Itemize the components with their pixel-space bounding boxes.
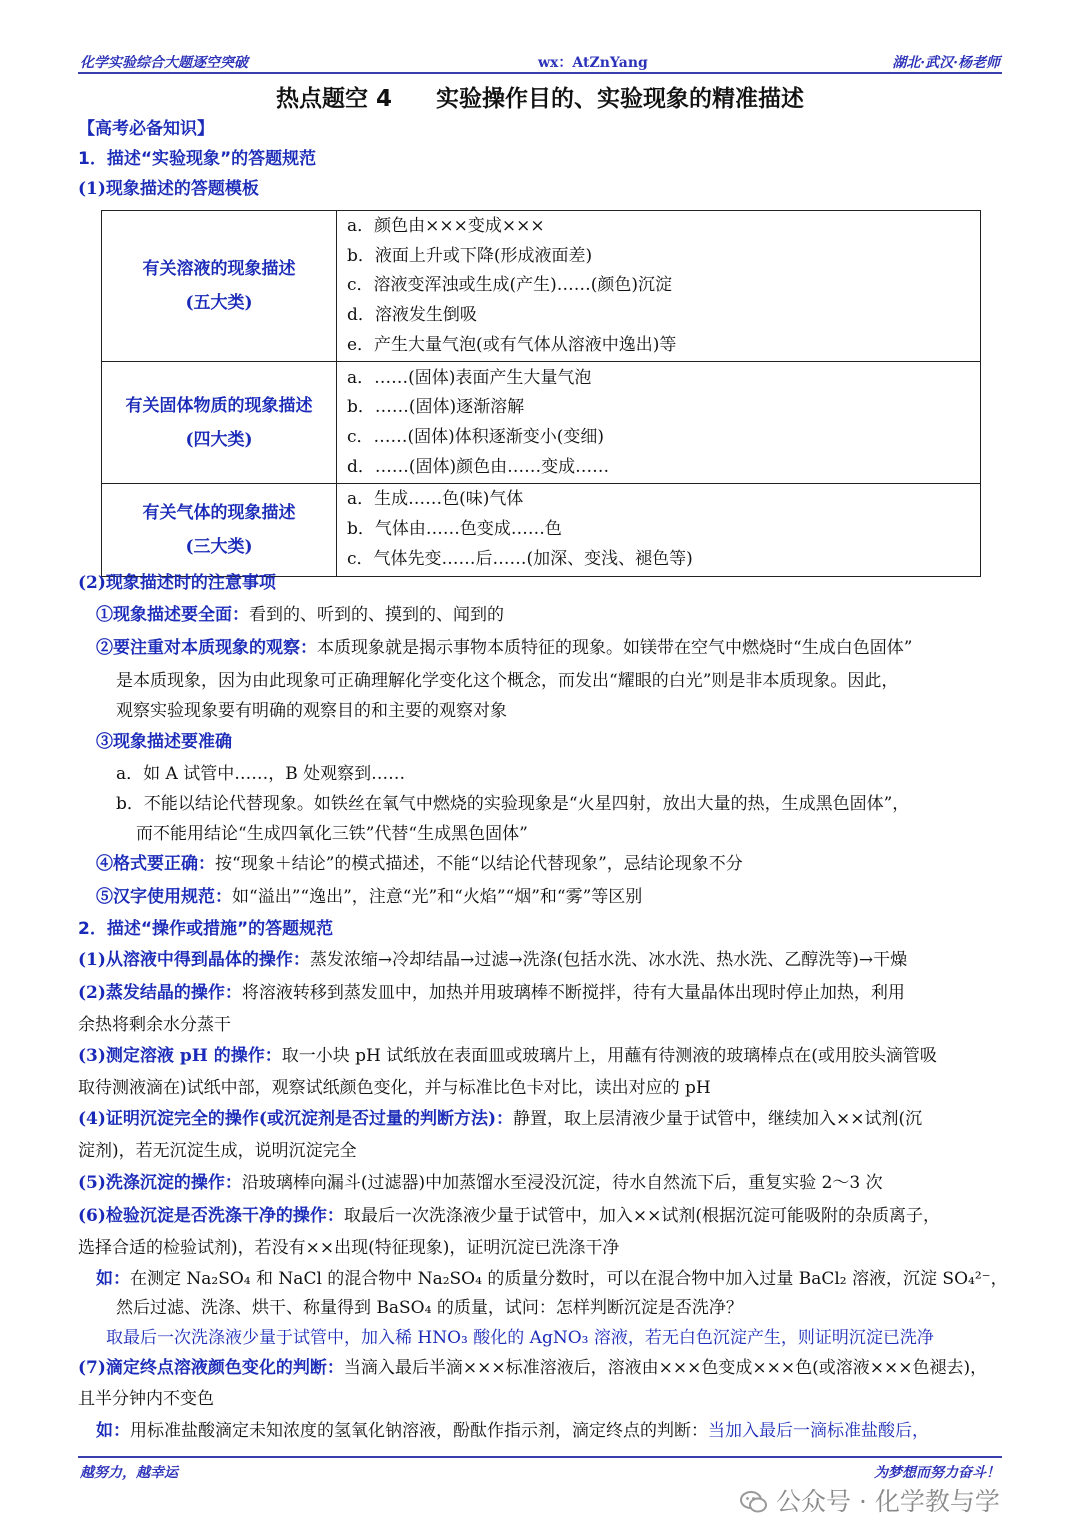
note-label: ⑤汉字使用规范： (96, 887, 232, 907)
wechat-icon (740, 1490, 768, 1512)
watermark (740, 1482, 1000, 1518)
op-label: (6)检验沉淀是否洗涤干净的操作： (78, 1206, 344, 1226)
table-row (102, 362, 981, 484)
table-values (337, 484, 981, 576)
op-text: 取一小块 pH 试纸放在表面皿或玻璃片上，用蘸有待测液的玻璃棒点在(或用胶头滴管吸 (281, 1046, 937, 1066)
table-item: c．……(固体)体积逐渐变小(变细) (347, 426, 605, 447)
op-5 (78, 1172, 883, 1194)
section-2-heading: 2．描述“操作或措施”的答题规范 (78, 919, 334, 939)
table-key (102, 362, 337, 484)
table-key-line: 有关溶液的现象描述 (142, 259, 296, 280)
header-center: wx：AtZnYang (538, 55, 648, 71)
header-right: 湖北·武汉·杨老师 (892, 55, 1000, 71)
example-1 (96, 1268, 1008, 1290)
table-item: b．……(固体)逐渐溶解 (347, 397, 525, 418)
op-label: (4)证明沉淀完全的操作(或沉淀剂是否过量的判断方法)： (78, 1109, 514, 1129)
example-text: 在测定 Na₂SO₄ 和 NaCl 的混合物中 Na₂SO₄ 的质量分数时，可以在混合物中加入过量 BaCl₂ 溶液，沉淀 SO₄²⁻， (130, 1269, 1008, 1289)
table-item: d．……(固体)颜色由……变成…… (347, 456, 610, 477)
note-label: ④格式要正确： (96, 854, 215, 874)
op-label: (2)蒸发结晶的操作： (78, 983, 242, 1003)
table-item: b．气体由……色变成……色 (347, 519, 562, 540)
note-label: ①现象描述要全面： (96, 605, 249, 625)
table-item: c．溶液变浑浊或生成(产生)……(颜色)沉淀 (347, 275, 673, 296)
op-text: 静置，取上层清液少量于试管中，继续加入××试剂(沉 (513, 1109, 923, 1129)
op-4-line2: 淀剂)，若无沉淀生成，说明沉淀完全 (78, 1141, 357, 1161)
example-label: 如： (96, 1269, 130, 1289)
op-text: 将溶液转移到蒸发皿中，加热并用玻璃棒不断搅拌，待有大量晶体出现时停止加热，利用 (241, 983, 905, 1003)
table-item: e．产生大量气泡(或有气体从溶液中逸出)等 (347, 334, 677, 355)
note-text: 按“现象＋结论”的模式描述，不能“以结论代替现象”，忌结论现象不分 (215, 854, 743, 874)
table-key-line: 有关固体物质的现象描述 (125, 395, 313, 416)
note-3: ③现象描述要准确 (96, 732, 232, 752)
op-1 (78, 949, 907, 971)
note-2 (96, 637, 912, 659)
note-text: 本质现象就是揭示事物本质特征的现象。如镁带在空气中燃烧时“生成白色固体” (317, 638, 913, 658)
note-5 (96, 886, 642, 908)
table-item: c．气体先变……后……(加深、变浅、褪色等) (347, 548, 693, 569)
table-row (102, 484, 981, 576)
example-answer: 当加入最后一滴标准盐酸后， (708, 1421, 929, 1441)
op-7 (78, 1357, 987, 1379)
note-3-b2: 而不能用结论“生成四氧化三铁”代替“生成黑色固体” (136, 824, 528, 844)
title-main: 实验操作目的、实验现象的精准描述 (436, 86, 804, 112)
op-4 (78, 1108, 922, 1130)
phenomena-template-table (101, 210, 981, 577)
table-row (102, 211, 981, 362)
op-label: (5)洗涤沉淀的操作： (78, 1173, 242, 1193)
note-2-line2: 是本质现象，因为由此现象可正确理解化学变化这个概念，而发出“耀眼的白光”则是非本质现象。因此， (116, 671, 899, 691)
example-text: 用标准盐酸滴定未知浓度的氢氧化钠溶液，酚酞作指示剂，滴定终点的判断： (130, 1421, 708, 1441)
note-3-a: a．如 A 试管中……，B 处观察到…… (116, 764, 406, 784)
table-key (102, 484, 337, 576)
page-header (78, 50, 1002, 74)
op-6 (78, 1205, 940, 1227)
table-item: a．生成……色(味)气体 (347, 489, 524, 510)
op-text: 当滴入最后半滴×××标准溶液后，溶液由×××色变成×××色(或溶液×××色褪去)， (343, 1358, 988, 1378)
note-4 (96, 853, 743, 875)
footer-right: 为梦想而努力奋斗！ (874, 1465, 1000, 1481)
op-text: 蒸发浓缩→冷却结晶→过滤→洗涤(包括水洗、冰水洗、热水洗、乙醇洗等)→干燥 (309, 950, 908, 970)
op-2 (78, 982, 905, 1004)
table-key-line: (四大类) (185, 429, 253, 450)
note-text: 看到的、听到的、摸到的、闻到的 (249, 605, 504, 625)
table-key-line: 有关气体的现象描述 (142, 502, 296, 523)
op-text: 取最后一次洗涤液少量于试管中，加入××试剂(根据沉淀可能吸附的杂质离子， (343, 1206, 941, 1226)
table-values (337, 211, 981, 362)
op-label: (7)滴定终点溶液颜色变化的判断： (78, 1358, 344, 1378)
note-label: ②要注重对本质现象的观察： (96, 638, 317, 658)
op-2-line2: 余热将剩余水分蒸干 (78, 1015, 231, 1035)
op-label: (3)测定溶液 pH 的操作： (78, 1046, 282, 1066)
page-title (0, 80, 1080, 113)
watermark-text: 公众号 · 化学教与学 (776, 1487, 1000, 1516)
page-footer (78, 1456, 1002, 1480)
example-2 (96, 1420, 929, 1442)
table-key (102, 211, 337, 362)
title-prefix: 热点题空 4 (275, 86, 392, 112)
footer-left: 越努力，越幸运 (80, 1465, 178, 1481)
table-values (337, 362, 981, 484)
section-1-sub2: (2)现象描述时的注意事项 (78, 573, 276, 593)
op-3-line2: 取待测液滴在)试纸中部，观察试纸颜色变化，并与标准比色卡对比，读出对应的 pH (78, 1078, 711, 1098)
knowledge-tag: 【高考必备知识】 (78, 119, 214, 139)
op-7-line2: 且半分钟内不变色 (78, 1389, 214, 1409)
table-key-line: (五大类) (185, 293, 253, 314)
op-label: (1)从溶液中得到晶体的操作： (78, 950, 310, 970)
example-label: 如： (96, 1421, 130, 1441)
example-1-line2: 然后过滤、洗涤、烘干、称量得到 BaSO₄ 的质量，试问：怎样判断沉淀是否洗净？ (116, 1298, 743, 1318)
note-text: 如“溢出”“逸出”，注意“光”和“火焰”“烟”和“雾”等区别 (232, 887, 643, 907)
table-item: a．……(固体)表面产生大量气泡 (347, 367, 592, 388)
example-1-answer: 取最后一次洗涤液少量于试管中，加入稀 HNO₃ 酸化的 AgNO₃ 溶液，若无白色沉淀产生，则证明沉淀已洗净 (106, 1328, 934, 1348)
op-6-line2: 选择合适的检验试剂)，若没有××出现(特征现象)，证明沉淀已洗涤干净 (78, 1238, 620, 1258)
op-3 (78, 1045, 937, 1067)
table-key-line: (三大类) (185, 536, 253, 557)
note-2-line3: 观察实验现象要有明确的观察目的和主要的观察对象 (116, 701, 507, 721)
table-item: d．溶液发生倒吸 (347, 305, 477, 326)
note-3-b1: b．不能以结论代替现象。如铁丝在氧气中燃烧的实验现象是“火星四射，放出大量的热，生成黑色固体”， (116, 794, 910, 814)
table-item: b．液面上升或下降(形成液面差) (347, 245, 593, 266)
section-1-heading: 1．描述“实验现象”的答题规范 (78, 149, 317, 169)
table-item: a．颜色由×××变成××× (347, 216, 545, 236)
note-1 (96, 604, 504, 626)
header-left: 化学实验综合大题逐空突破 (80, 55, 248, 71)
op-text: 沿玻璃棒向漏斗(过滤器)中加蒸馏水至浸没沉淀，待水自然流下后，重复实验 2～3 次 (241, 1173, 883, 1193)
section-1-sub1: (1)现象描述的答题模板 (78, 179, 259, 199)
